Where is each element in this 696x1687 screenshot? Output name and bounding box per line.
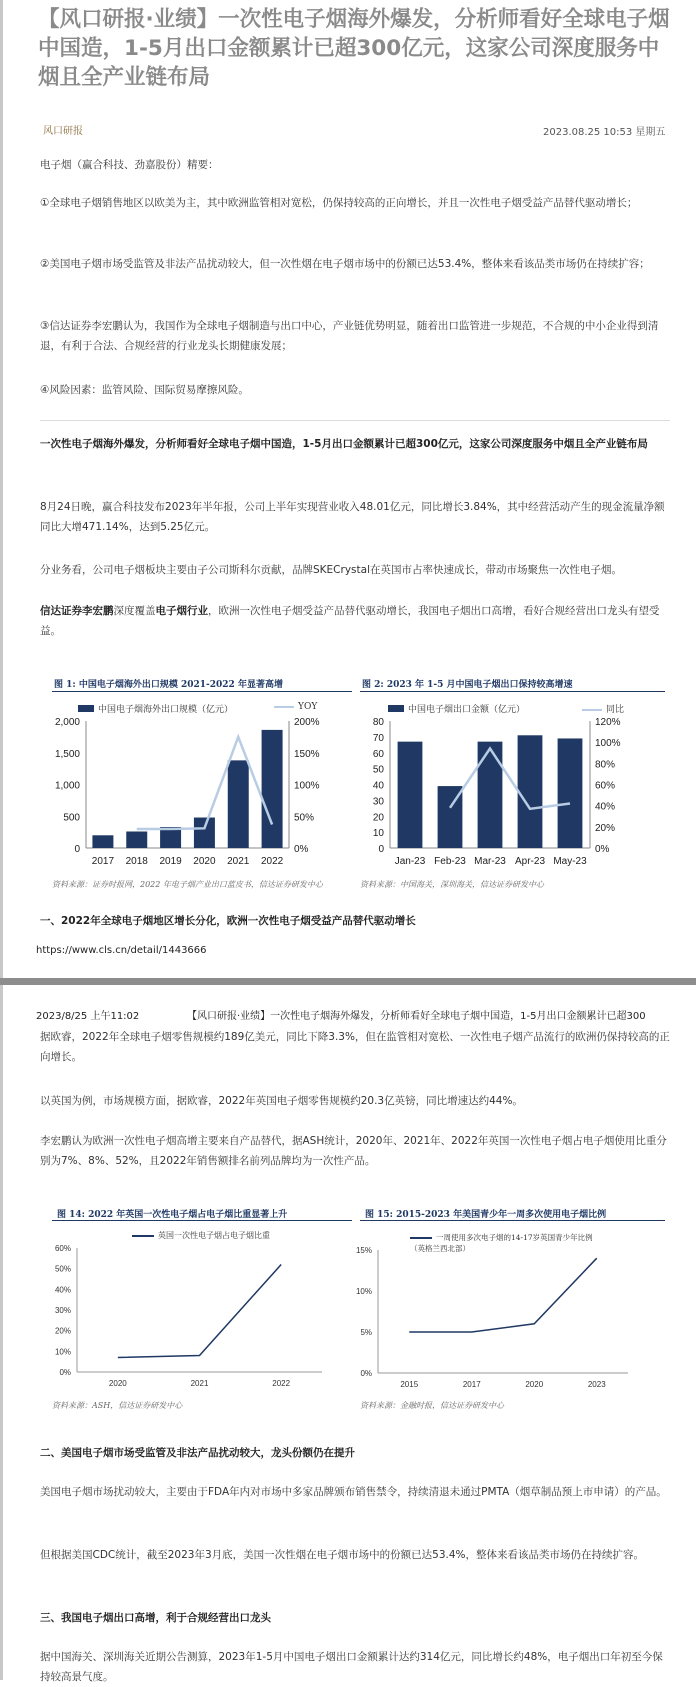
figure-1-title: 图 1: 中国电子烟海外出口规模 2021-2022 年显著高增 <box>54 680 283 690</box>
y-tick-left: 10 <box>372 828 384 840</box>
analyst-mid: 深度覆盖 <box>113 605 156 617</box>
legend-label-bar: 中国电子烟出口金额（亿元） <box>408 705 526 715</box>
figure-2-note: 资料来源：中国海关，深圳海关，信达证券研发中心 <box>360 880 544 889</box>
divider-line <box>40 420 670 421</box>
y-tick-right: 100% <box>294 780 320 792</box>
x-tick: 2020 <box>193 856 216 867</box>
page-edge <box>0 0 3 1680</box>
x-tick: Feb-23 <box>434 856 466 867</box>
x-tick: May-23 <box>553 856 587 867</box>
y-tick: 60% <box>54 1244 71 1253</box>
figure-1-note: 资料来源：证券时报网，2022 年电子烟产业出口蓝皮书，信达证券研发中心 <box>52 880 323 889</box>
summary-point-3: ③信达证券李宏鹏认为，我国作为全球电子烟制造与出口中心，产业链优势明显，随着出口监管进一步规范，不合规的中小企业得到清退，有利于合法、合规经营的行业龙头长期健康发展； <box>40 320 659 352</box>
figure-1-rule <box>52 691 352 692</box>
figure-2-legend-line <box>582 702 624 715</box>
article-title: 【风口研报·业绩】一次性电子烟海外爆发，分析师看好全球电子烟中国造，1-5月出口金额累计已超300亿元，这家公司深度服务中烟且全产业链布局 <box>38 7 670 90</box>
yoy-line <box>137 737 272 829</box>
figure-2 <box>360 675 672 890</box>
y-tick-left: 500 <box>63 812 80 824</box>
y-tick-right: 200% <box>294 717 320 728</box>
section-2-heading: 二、美国电子烟市场受监管及非法产品扰动较大，龙头份额仍在提升 <box>40 1447 355 1459</box>
bar <box>518 735 543 848</box>
article-datetime: 2023.08.25 10:53 星期五 <box>543 127 666 138</box>
legend-swatch-line <box>132 1235 154 1237</box>
x-tick: 2017 <box>462 1380 481 1389</box>
y-tick-right: 0% <box>595 844 610 855</box>
legend-swatch-line <box>410 1237 432 1239</box>
x-tick: Apr-23 <box>514 856 546 867</box>
bar <box>558 738 583 848</box>
body-paragraph-2: 分业务看，公司电子烟板块主要由子公司斯科尔贡献，品牌SKECrystal在英国市占率快速成长，带动市场聚焦一次性电子烟。 <box>40 564 622 576</box>
y-tick-right: 0% <box>294 844 309 855</box>
legend-swatch-bar <box>78 705 94 712</box>
y-tick-left: 0 <box>378 844 384 855</box>
x-tick: Jan-23 <box>394 856 426 867</box>
body-paragraph-3 <box>40 601 670 641</box>
analyst-name: 信达证券李宏鹏 <box>40 605 114 617</box>
yoy-line <box>450 749 570 809</box>
page2-paragraph-5: 但根据美国CDC统计，截至2023年3月底，美国一次性烟在电子烟市场中的份额已达53.4%，整体来看该品类市场仍在持续扩容。 <box>40 1549 645 1561</box>
summary-point-1: ①全球电子烟销售地区以欧美为主，其中欧洲监管相对宽松，仍保持较高的正向增长，并且一次性电子烟受益产品替代驱动增长； <box>40 197 638 209</box>
y-tick-left: 40 <box>372 780 384 792</box>
y-tick: 10% <box>54 1347 71 1357</box>
series-line <box>118 1265 281 1358</box>
y-tick: 30% <box>54 1306 71 1315</box>
y-tick: 15% <box>355 1246 372 1255</box>
y-tick-left: 2,000 <box>54 717 80 728</box>
y-tick: 0% <box>59 1368 71 1377</box>
y-tick-left: 1,500 <box>54 748 80 760</box>
y-tick-left: 80 <box>372 717 384 728</box>
page2-paragraph-3: 李宏鹏认为欧洲一次性电子烟高增主要来自产品替代，据ASH统计，2020年、2021年、2022年英国一次性电子烟占电子烟使用比重分别为7%、8%、52%，且2022年销售额排名前列品牌均为一次性产品。 <box>40 1135 667 1167</box>
chart-2-svg <box>360 715 672 877</box>
figure-2-legend-bar <box>388 702 525 715</box>
y-tick-left: 20 <box>372 812 384 824</box>
chart-14-svg <box>52 1240 352 1398</box>
legend-swatch-bar <box>388 705 404 712</box>
legend-label-bar: 中国电子烟海外出口规模（亿元） <box>98 705 234 715</box>
series-line <box>409 1258 597 1332</box>
y-tick-left: 30 <box>372 796 384 808</box>
bar <box>126 831 147 848</box>
x-tick: 2023 <box>587 1380 606 1389</box>
y-tick: 50% <box>54 1264 71 1274</box>
figure-15-title: 图 15: 2015-2023 年美国青少年一周多次使用电子烟比例 <box>365 1210 607 1220</box>
y-tick-left: 1,000 <box>54 780 80 792</box>
chart-1-svg <box>52 715 352 877</box>
legend-label-line: YOY <box>298 702 318 712</box>
y-tick-left: 60 <box>372 748 384 760</box>
figure-15-note: 资料来源：金融时报，信达证券研发中心 <box>360 1401 504 1410</box>
x-tick: 2021 <box>227 856 250 867</box>
section-1-heading: 一、2022年全球电子烟地区增长分化，欧洲一次性电子烟受益产品替代驱动增长 <box>40 915 416 927</box>
figure-14-rule <box>52 1220 352 1221</box>
y-tick: 20% <box>54 1326 71 1336</box>
summary-point-4: ④风险因素：监管风险、国际贸易摩擦风险。 <box>40 384 249 396</box>
page2-paragraph-1: 据欧睿，2022年全球电子烟零售规模约189亿美元，同比下降3.3%，但在监管相对宽松、一次性电子烟产品流行的欧洲仍保持较高的正向增长。 <box>40 1031 670 1063</box>
print-header-title: 【风口研报·业绩】一次性电子烟海外爆发，分析师看好全球电子烟中国造，1-5月出口金额累计已超300 <box>187 1011 646 1022</box>
bar <box>228 760 249 848</box>
y-tick-right: 150% <box>294 748 320 760</box>
y-tick-right: 40% <box>595 801 616 813</box>
figure-14-note: 资料来源：ASH，信达证券研发中心 <box>52 1401 183 1410</box>
legend-swatch-line <box>582 709 602 711</box>
y-tick-right: 100% <box>595 738 621 750</box>
y-tick-right: 120% <box>595 717 621 728</box>
figure-15-rule <box>360 1220 665 1221</box>
y-tick: 40% <box>54 1285 71 1295</box>
page2-paragraph-2: 以英国为例，市场规模方面，据欧睿，2022年英国电子烟零售规模约20.3亿英镑，同比增速达约44%。 <box>40 1095 523 1107</box>
y-tick: 10% <box>355 1287 372 1296</box>
legend-label-line: 英国一次性电子烟占电子烟比重 <box>158 1231 270 1240</box>
body-heading: 一次性电子烟海外爆发，分析师看好全球电子烟中国造，1-5月出口金额累计已超300亿元，这家公司深度服务中烟且全产业链布局 <box>40 438 648 450</box>
bar <box>262 730 283 848</box>
summary-point-2: ②美国电子烟市场受监管及非法产品扰动较大，但一次性烟在电子烟市场中的份额已达53.4%，整体来看该品类市场仍在持续扩容； <box>40 258 650 270</box>
industry-name: 电子烟行业 <box>155 605 208 617</box>
y-tick-right: 60% <box>595 780 616 792</box>
legend-swatch-line <box>274 706 294 708</box>
article-source[interactable]: 风口研报 <box>43 126 83 137</box>
y-tick-left: 0 <box>74 844 80 855</box>
y-tick-left: 50 <box>372 764 384 776</box>
figure-15 <box>355 1200 672 1415</box>
bar <box>194 818 215 848</box>
bar <box>92 835 113 848</box>
figure-1-legend-bar <box>78 702 233 715</box>
figure-2-title: 图 2: 2023 年 1-5 月中国电子烟出口保持较高增速 <box>362 680 573 690</box>
y-tick-right: 80% <box>595 759 616 771</box>
summary-intro: 电子烟（赢合科技、劲嘉股份）精要： <box>40 159 219 171</box>
figure-1-legend-line <box>274 702 317 712</box>
body-paragraph-1: 8月24日晚，赢合科技发布2023年半年报，公司上半年实现营业收入48.01亿元，同比增长3.84%，其中经营活动产生的现金流量净额同比大增471.14%，达到5.25亿元。 <box>40 501 665 533</box>
analyst-rest: ，欧洲一次性电子烟受益产品替代驱动增长，我国电子烟出口高增，看好合规经营出口龙头有望受益。 <box>40 605 660 637</box>
figure-2-rule <box>360 691 665 692</box>
x-tick: 2022 <box>272 1379 291 1388</box>
y-tick: 5% <box>360 1328 372 1337</box>
print-header-date: 2023/8/25 上午11:02 <box>36 1011 140 1022</box>
page2-paragraph-4: 美国电子烟市场扰动较大，主要由于FDA年内对市场中多家品牌颁布销售禁令，持续清退未通过PMTA（烟草制品预上市申请）的产品。 <box>40 1486 667 1498</box>
chart-15-svg <box>355 1240 672 1398</box>
x-tick: Mar-23 <box>474 856 506 867</box>
x-tick: 2017 <box>91 856 115 867</box>
x-tick: 2018 <box>125 856 148 867</box>
x-tick: 2020 <box>108 1379 127 1388</box>
y-tick-left: 70 <box>372 732 384 744</box>
section-3-heading: 三、我国电子烟出口高增，利于合规经营出口龙头 <box>40 1612 271 1624</box>
bar <box>478 742 503 848</box>
page2-paragraph-6: 据中国海关、深圳海关近期公告测算，2023年1-5月中国电子烟出口金额累计达约314亿元，同比增长约48%，电子烟出口年初至今保持较高景气度。 <box>40 1651 663 1683</box>
x-tick: 2019 <box>159 856 182 867</box>
figure-14 <box>52 1200 352 1415</box>
x-tick: 2015 <box>400 1380 419 1389</box>
figure-14-title: 图 14: 2022 年英国一次性电子烟占电子烟比重显著上升 <box>57 1210 288 1220</box>
page-break <box>0 978 696 985</box>
y-tick-right: 50% <box>294 812 315 824</box>
bar <box>398 742 423 848</box>
x-tick: 2022 <box>260 856 284 867</box>
x-tick: 2020 <box>525 1380 544 1389</box>
legend-label-line: 同比 <box>606 705 625 715</box>
y-tick-right: 20% <box>595 822 616 834</box>
x-tick: 2021 <box>190 1379 209 1388</box>
source-url[interactable]: https://www.cls.cn/detail/1443666 <box>36 945 207 956</box>
y-tick: 0% <box>360 1369 372 1378</box>
figure-1 <box>52 675 352 890</box>
legend-label-line: 一周使用多次电子烟的14-17岁英国青少年比例（英格兰西北部） <box>410 1233 593 1253</box>
